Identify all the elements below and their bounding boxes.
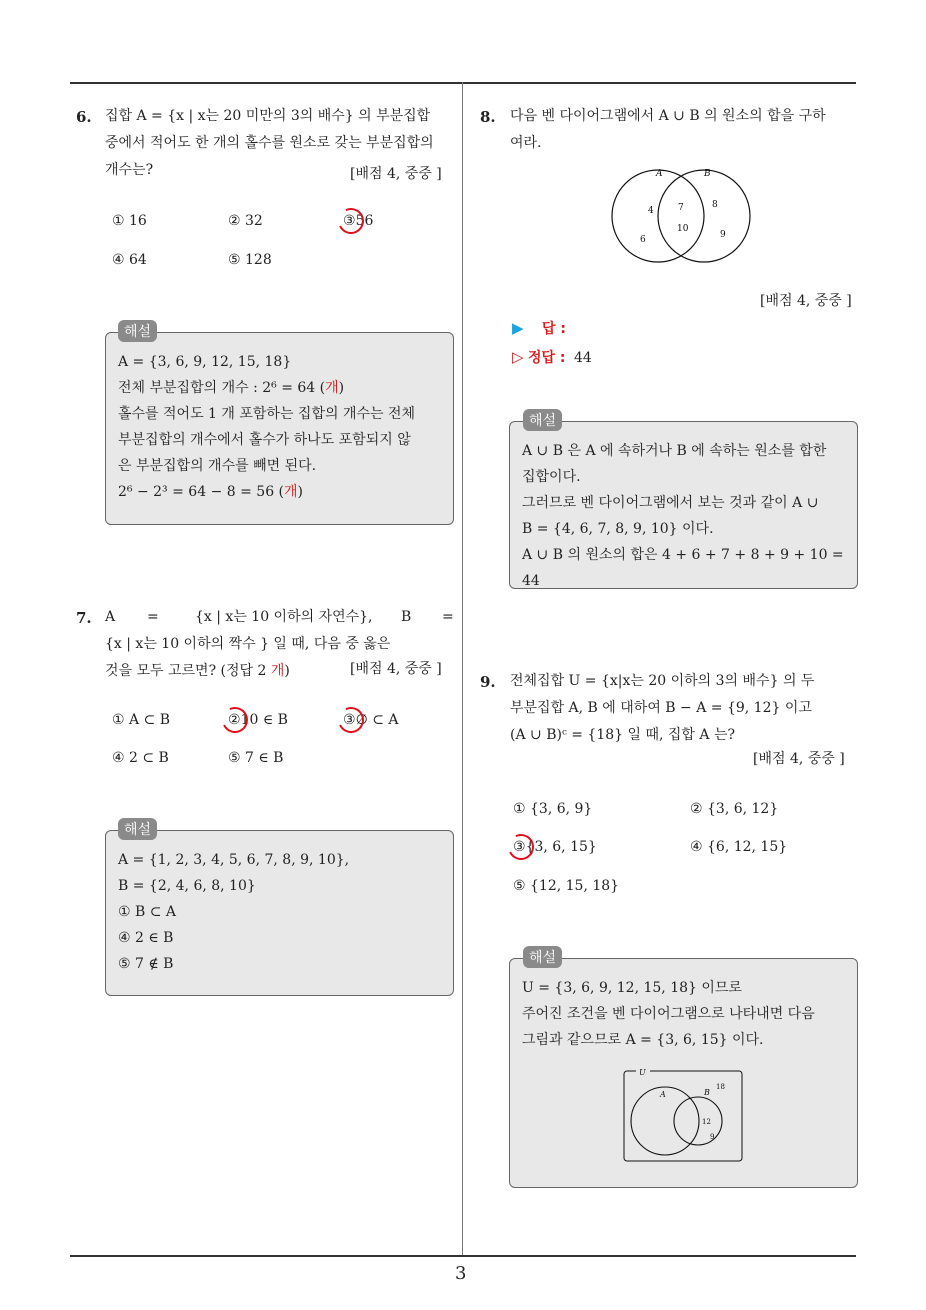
outline-arrow-icon: ▷ — [512, 348, 524, 366]
q8-solution-box — [509, 421, 858, 589]
answer-circle-mark — [504, 830, 537, 863]
q7-sol-line5: ⑤ 7 ∉ B — [118, 956, 174, 972]
q6-option-4[interactable]: ④ 64 — [112, 252, 147, 268]
q8-line2: 여라. — [510, 135, 542, 151]
q9-option-3-value: {3, 6, 15} — [525, 839, 597, 855]
q8-sol-line2: 집합이다. — [522, 469, 581, 485]
q6-option-1[interactable]: ① 16 — [112, 213, 147, 229]
q6-sol-line1: A = {3, 6, 9, 12, 15, 18} — [118, 354, 292, 370]
q9-stem — [510, 668, 860, 749]
q8-stem — [510, 103, 860, 157]
q7-option-1[interactable]: ① A ⊂ B — [112, 712, 171, 728]
q7-line1: A = {x | x는 10 이하의 자연수}, B = — [105, 609, 454, 625]
page-number: 3 — [455, 1263, 467, 1284]
play-arrow-icon: ▶ — [512, 319, 524, 337]
q6-score: [배점 4, 중중 ] — [350, 166, 442, 182]
q9-venn-outside: 18 — [716, 1083, 725, 1091]
q8-score: [배점 4, 중중 ] — [760, 293, 852, 309]
q7-line3: 것을 모두 고르면? (정답 2 개) — [105, 663, 290, 679]
q7-sol-line3: ① B ⊂ A — [118, 904, 177, 920]
q9-option-4[interactable]: ④ {6, 12, 15} — [690, 839, 788, 855]
q6-number: 6. — [76, 108, 92, 126]
q8-correct-value: 44 — [573, 350, 592, 366]
q9-sol-line1: U = {3, 6, 9, 12, 15, 18} 이므로 — [522, 980, 742, 996]
answer-circle-mark — [334, 204, 367, 237]
q7-solution-tag: 해설 — [118, 818, 157, 840]
q6-line1: 집합 A = {x | x는 20 미만의 3의 배수} 의 부분집합 — [105, 108, 431, 124]
q9-sol-line2: 주어진 조건을 벤 다이어그램으로 나타내면 다음 — [522, 1006, 815, 1022]
bottom-rule — [70, 1255, 856, 1257]
q9-venn-label-b: B — [704, 1088, 710, 1097]
q6-sol-line3: 홀수를 적어도 1 개 포함하는 집합의 개수는 전체 — [118, 406, 416, 422]
q8-sol-line5: A ∪ B 의 원소의 합은 4 + 6 + 7 + 8 + 9 + 10 = 44 — [522, 547, 844, 589]
q6-sol-line2: 전체 부분집합의 개수 : 2⁶ = 64 (개) — [118, 380, 345, 396]
q9-venn-b-only-2: 9 — [710, 1133, 715, 1141]
q9-option-5[interactable]: ⑤ {12, 15, 18} — [513, 878, 620, 894]
q6-solution-box — [105, 332, 454, 525]
q8-venn-label-a: A — [656, 169, 663, 179]
q9-venn-label-u: U — [639, 1068, 646, 1077]
column-divider — [462, 82, 463, 1257]
q8-solution-tag: 해설 — [523, 409, 562, 431]
q8-sol-line1: A ∪ B 은 A 에 속하거나 B 에 속하는 원소를 합한 — [522, 443, 827, 459]
q6-option-3-value: 56 — [355, 213, 374, 229]
q8-venn-b-only-1: 8 — [712, 200, 718, 210]
q6-sol-line4: 부분집합의 개수에서 홀수가 하나도 포함되지 않 — [118, 432, 411, 448]
q7-sol-line2: B = {2, 4, 6, 8, 10} — [118, 878, 256, 894]
q8-venn-both-1: 7 — [678, 203, 684, 213]
q9-score: [배점 4, 중중 ] — [753, 751, 845, 767]
q6-solution-tag: 해설 — [118, 320, 157, 342]
q6-line2: 중에서 적어도 한 개의 홀수를 원소로 갖는 부분집합의 — [105, 135, 434, 151]
answer-circle-mark — [218, 703, 251, 736]
q9-line3: (A ∪ B)ᶜ = {18} 일 때, 집합 A 는? — [510, 727, 735, 743]
q6-option-3-marker: ③ — [343, 213, 356, 229]
q7-option-2-marker: ② — [228, 712, 241, 728]
q8-venn-label-b: B — [704, 169, 711, 179]
q9-venn-label-a: A — [660, 1090, 666, 1099]
q7-option-3-marker: ③ — [343, 712, 356, 728]
answer-circle-mark — [334, 703, 367, 736]
q7-sol-line1: A = {1, 2, 3, 4, 5, 6, 7, 8, 9, 10}, — [118, 852, 350, 868]
top-rule — [70, 82, 856, 84]
q7-option-4[interactable]: ④ 2 ⊂ B — [112, 750, 169, 766]
q9-option-1[interactable]: ① {3, 6, 9} — [513, 801, 593, 817]
q9-number: 9. — [480, 673, 496, 691]
q9-sol-line3: 그림과 같으므로 A = {3, 6, 15} 이다. — [522, 1032, 764, 1048]
q8-answer-row — [512, 318, 566, 338]
q8-sol-line3: 그러므로 벤 다이어그램에서 보는 것과 같이 A ∪ — [522, 495, 819, 511]
q6-option-2[interactable]: ② 32 — [228, 213, 263, 229]
q8-correct-row — [512, 347, 592, 367]
q8-venn-both-2: 10 — [677, 224, 689, 234]
q7-line2: {x | x는 10 이하의 짝수 } 일 때, 다음 중 옳은 — [105, 636, 391, 652]
q8-answer-label: 답 : — [542, 321, 566, 337]
q7-number: 7. — [76, 609, 92, 627]
q9-line1: 전체집합 U = {x|x는 20 이하의 3의 배수} 의 두 — [510, 673, 815, 689]
q6-option-5[interactable]: ⑤ 128 — [228, 252, 272, 268]
q7-solution-box — [105, 830, 454, 996]
q8-line1: 다음 벤 다이어그램에서 A ∪ B 의 원소의 합을 구하 — [510, 108, 826, 124]
q8-venn-b-only-2: 9 — [720, 230, 726, 240]
q8-correct-label: 정답 : — [528, 350, 566, 366]
q9-venn-diagram — [622, 1067, 744, 1165]
q6-sol-line5: 은 부분집합의 개수를 빼면 된다. — [118, 458, 317, 474]
q9-solution-tag: 해설 — [523, 946, 562, 968]
q8-number: 8. — [480, 108, 496, 126]
q6-line3: 개수는? — [105, 162, 154, 178]
q8-sol-line4: B = {4, 6, 7, 8, 9, 10} 이다. — [522, 521, 714, 537]
q9-line2: 부분집합 A, B 에 대하여 B − A = {9, 12} 이고 — [510, 700, 812, 716]
q9-option-2[interactable]: ② {3, 6, 12} — [690, 801, 779, 817]
q7-option-2-value: 10 ∈ B — [240, 712, 288, 728]
q7-option-5[interactable]: ⑤ 7 ∈ B — [228, 750, 284, 766]
q6-sol-line6: 2⁶ − 2³ = 64 − 8 = 56 (개) — [118, 484, 304, 500]
q8-venn-a-only-1: 4 — [648, 206, 654, 216]
q9-option-3-marker: ③ — [513, 839, 526, 855]
q7-sol-line4: ④ 2 ∈ B — [118, 930, 174, 946]
q8-venn-diagram — [606, 164, 758, 268]
q9-venn-b-only-1: 12 — [702, 1118, 711, 1126]
q7-option-3-value: ∅ ⊂ A — [355, 712, 399, 728]
q7-score: [배점 4, 중중 ] — [350, 661, 442, 677]
q8-venn-a-only-2: 6 — [640, 235, 646, 245]
